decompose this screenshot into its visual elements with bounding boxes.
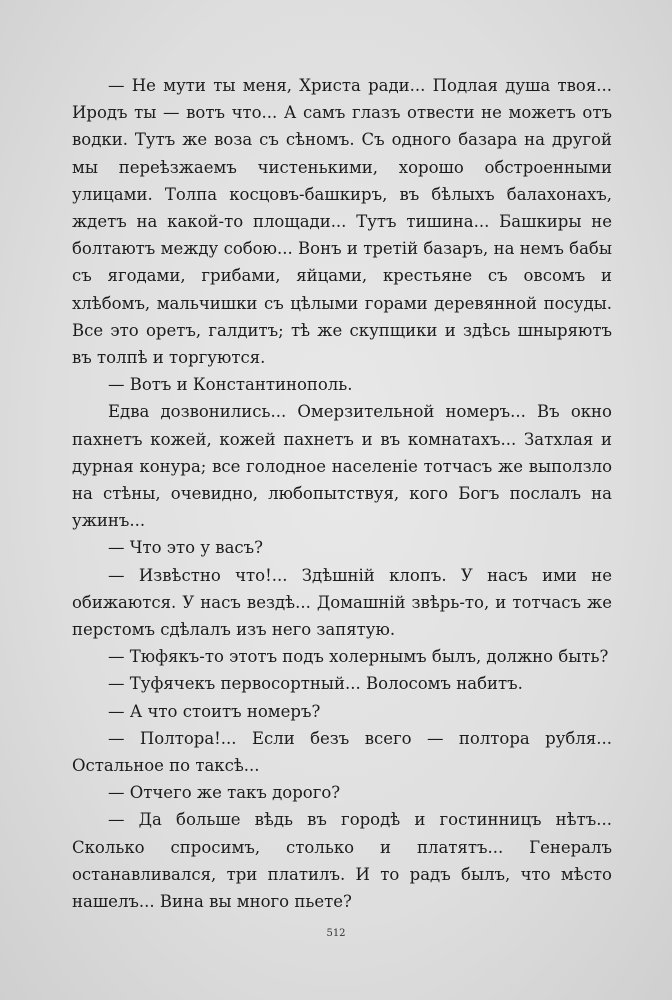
- paragraph: — Полтора!... Если безъ всего — полтора рубля... Остальное по таксѣ...: [72, 728, 612, 776]
- paragraph: — Не мути ты меня, Христа ради... Подлая душа твоя... Иродъ ты — вотъ что... А самъ глазъ отвести не можетъ отъ водки. Тутъ же воза съ сѣномъ. Съ одного базара на другой мы переѣзжаемъ чистенькими, хорошо обстроенными улицами. Толпа косцовъ-башкиръ, въ бѣлыхъ балахонахъ, ждетъ на какой-то площади... Тутъ тишина... Башкиры не болтаютъ между собою... Вонъ и третій базаръ, на немъ бабы съ ягодами, грибами, яйцами, крестьяне съ овсомъ и хлѣбомъ, мальчишки съ цѣлыми горами деревянной посуды. Все это оретъ, галдитъ; тѣ же скупщики и здѣсь шныряютъ въ толпѣ и торгуются.: [72, 76, 612, 368]
- paragraph: — Туфячекъ первосортный... Волосомъ набитъ.: [108, 674, 523, 694]
- paragraph: Едва дозвонились... Омерзительной номеръ... Въ окно пахнетъ кожей, кожей пахнетъ и въ комнатахъ... Затхлая и дурная конура; все голодное населеніе тотчасъ же выползло на стѣны, очевидно, любопытствуя, кого Богъ послалъ на ужинъ...: [72, 402, 612, 531]
- paragraph: — Извѣстно что!... Здѣшній клопъ. У насъ ими не обижаются. У насъ вездѣ... Домашній звѣрь-то, и тотчасъ же перстомъ сдѣлалъ изъ него запятую.: [72, 565, 612, 640]
- paragraph: — Что это у васъ?: [108, 538, 264, 558]
- paragraph: — Отчего же такъ дорого?: [108, 783, 341, 803]
- page-body-text: [72, 72, 612, 915]
- page-number: 512: [326, 928, 346, 939]
- paragraph: — Вотъ и Константинополь.: [108, 375, 353, 395]
- paragraph: — Тюфякъ-то этотъ подъ холернымъ былъ, должно быть?: [108, 647, 609, 667]
- paragraph: — Да больше вѣдь въ городѣ и гостинницъ нѣтъ... Сколько спросимъ, столько и платятъ... Генералъ останавливался, три платилъ. И то радъ былъ, что мѣсто нашелъ... Вина вы много пьете?: [72, 810, 612, 912]
- paragraph: — А что стоитъ номеръ?: [108, 701, 321, 721]
